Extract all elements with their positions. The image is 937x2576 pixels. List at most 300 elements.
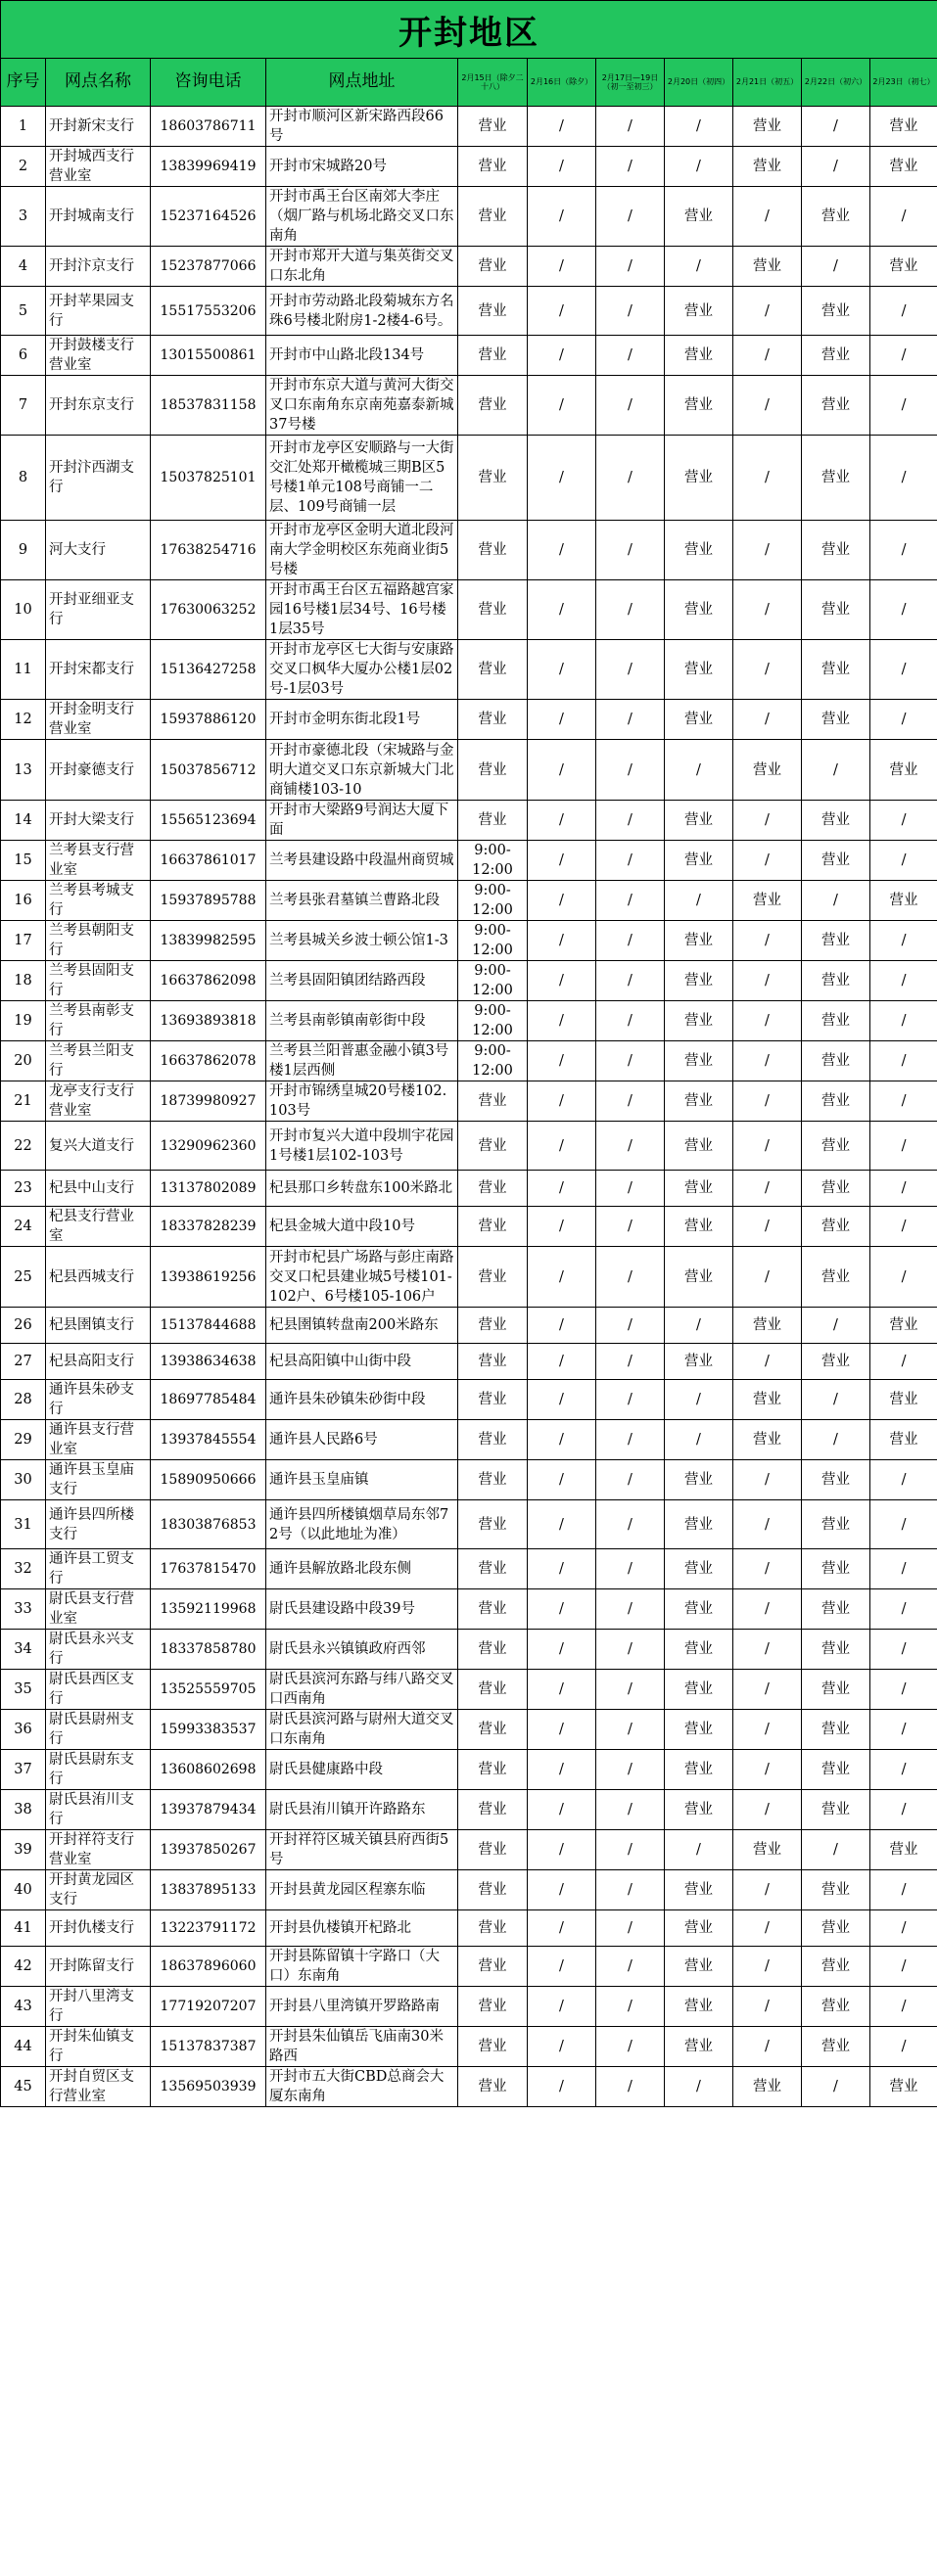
status-cell: 营业 <box>802 700 870 740</box>
row-index: 2 <box>1 147 46 187</box>
branch-phone: 13525559705 <box>151 1670 266 1710</box>
table-row <box>1 1081 937 1122</box>
row-index: 45 <box>1 2067 46 2107</box>
table-row <box>1 287 937 336</box>
status-cell: / <box>870 1171 937 1207</box>
status-cell: 营业 <box>458 1207 528 1247</box>
status-cell: / <box>733 841 802 881</box>
table-row <box>1 521 937 580</box>
status-cell: / <box>733 961 802 1001</box>
status-cell: 营业 <box>802 376 870 436</box>
status-cell: / <box>596 187 665 247</box>
table-row <box>1 1247 937 1308</box>
status-cell: 营业 <box>665 1500 733 1549</box>
status-cell: / <box>665 2067 733 2107</box>
status-cell: 营业 <box>665 1207 733 1247</box>
branch-phone: 16637861017 <box>151 841 266 881</box>
table-row <box>1 336 937 376</box>
row-index: 1 <box>1 107 46 147</box>
branch-address: 开封市五大街CBD总商会大厦东南角 <box>266 2067 458 2107</box>
branch-name: 开封城西支行营业室 <box>46 147 151 187</box>
branch-address: 开封市东京大道与黄河大街交叉口东南角东京南苑嘉泰新城37号楼 <box>266 376 458 436</box>
branch-phone: 15037825101 <box>151 436 266 521</box>
status-cell: / <box>870 1987 937 2027</box>
status-cell: / <box>870 376 937 436</box>
branch-address: 开封县八里湾镇开罗路路南 <box>266 1987 458 2027</box>
status-cell: / <box>733 1549 802 1589</box>
header-address: 网点地址 <box>266 59 458 107</box>
status-cell: / <box>733 1247 802 1308</box>
branch-address: 尉氏县建设路中段39号 <box>266 1589 458 1630</box>
branch-phone: 13937850267 <box>151 1830 266 1870</box>
branch-name: 开封祥符支行营业室 <box>46 1830 151 1870</box>
header-phone: 咨询电话 <box>151 59 266 107</box>
branch-address: 尉氏县滨河路与尉州大道交叉口东南角 <box>266 1710 458 1750</box>
status-cell: / <box>802 147 870 187</box>
status-cell: / <box>733 1460 802 1500</box>
status-cell: 营业 <box>458 1247 528 1308</box>
table-row <box>1 801 937 841</box>
status-cell: / <box>596 147 665 187</box>
status-cell: / <box>596 961 665 1001</box>
status-cell: / <box>733 1790 802 1830</box>
branch-name: 尉氏县洧川支行 <box>46 1790 151 1830</box>
branch-phone: 13938619256 <box>151 1247 266 1308</box>
table-row <box>1 1910 937 1947</box>
table-row <box>1 1001 937 1041</box>
status-cell: / <box>596 1549 665 1589</box>
status-cell: 营业 <box>458 1750 528 1790</box>
header-date-feb17-19: 2月17日—19日（初一至初三） <box>596 59 665 107</box>
status-cell: 营业 <box>665 1910 733 1947</box>
status-cell: 营业 <box>802 1870 870 1910</box>
status-cell: / <box>870 1081 937 1122</box>
branch-name: 开封陈留支行 <box>46 1947 151 1987</box>
status-cell: / <box>870 1001 937 1041</box>
status-cell: / <box>802 247 870 287</box>
table-row <box>1 2027 937 2067</box>
status-cell: 营业 <box>665 1750 733 1790</box>
status-cell: 营业 <box>802 1987 870 2027</box>
branch-name: 尉氏县永兴支行 <box>46 1630 151 1670</box>
status-cell: / <box>870 187 937 247</box>
status-cell: 营业 <box>665 1670 733 1710</box>
status-cell: / <box>596 1870 665 1910</box>
branch-phone: 13693893818 <box>151 1001 266 1041</box>
status-cell: 营业 <box>665 841 733 881</box>
status-cell: 营业 <box>665 961 733 1001</box>
branch-phone: 15037856712 <box>151 740 266 801</box>
status-cell: 营业 <box>458 740 528 801</box>
table-row <box>1 1420 937 1460</box>
status-cell: 营业 <box>733 740 802 801</box>
status-cell: 营业 <box>665 336 733 376</box>
status-cell: / <box>733 921 802 961</box>
status-cell: / <box>596 107 665 147</box>
status-cell: 营业 <box>665 1987 733 2027</box>
row-index: 40 <box>1 1870 46 1910</box>
branch-name: 开封城南支行 <box>46 187 151 247</box>
status-cell: / <box>870 2027 937 2067</box>
status-cell: / <box>733 580 802 640</box>
status-cell: 营业 <box>665 640 733 700</box>
branch-name: 杞县高阳支行 <box>46 1344 151 1380</box>
branch-address: 开封市锦绣皇城20号楼102.103号 <box>266 1081 458 1122</box>
status-cell: / <box>596 1380 665 1420</box>
status-cell: 营业 <box>802 187 870 247</box>
branch-name: 河大支行 <box>46 521 151 580</box>
row-index: 33 <box>1 1589 46 1630</box>
status-cell: / <box>596 1247 665 1308</box>
table-row <box>1 1207 937 1247</box>
status-cell: / <box>802 1308 870 1344</box>
branch-phone: 13592119968 <box>151 1589 266 1630</box>
status-cell: / <box>596 740 665 801</box>
status-cell: 营业 <box>458 1670 528 1710</box>
status-cell: / <box>802 107 870 147</box>
status-cell: / <box>528 1380 596 1420</box>
status-cell: / <box>733 1207 802 1247</box>
row-index: 10 <box>1 580 46 640</box>
status-cell: / <box>528 376 596 436</box>
status-cell: 营业 <box>870 1420 937 1460</box>
status-cell: / <box>733 376 802 436</box>
status-cell: / <box>733 1041 802 1081</box>
branch-name: 开封宋都支行 <box>46 640 151 700</box>
branch-phone: 18697785484 <box>151 1380 266 1420</box>
status-cell: 9:00-12:00 <box>458 1001 528 1041</box>
status-cell: 营业 <box>458 1870 528 1910</box>
table-row <box>1 376 937 436</box>
status-cell: 营业 <box>802 1122 870 1171</box>
status-cell: / <box>733 1500 802 1549</box>
row-index: 3 <box>1 187 46 247</box>
status-cell: 营业 <box>458 801 528 841</box>
row-index: 32 <box>1 1549 46 1589</box>
status-cell: / <box>870 1344 937 1380</box>
row-index: 8 <box>1 436 46 521</box>
status-cell: / <box>870 1910 937 1947</box>
branch-name: 杞县西城支行 <box>46 1247 151 1308</box>
header-date-feb16: 2月16日（除夕） <box>528 59 596 107</box>
status-cell: / <box>733 336 802 376</box>
table-row <box>1 1041 937 1081</box>
table-row <box>1 580 937 640</box>
status-cell: / <box>733 1122 802 1171</box>
row-index: 18 <box>1 961 46 1001</box>
status-cell: 营业 <box>458 187 528 247</box>
header-row <box>1 59 937 107</box>
branch-address: 尉氏县洧川镇开许路路东 <box>266 1790 458 1830</box>
status-cell: 营业 <box>665 521 733 580</box>
status-cell: / <box>870 1247 937 1308</box>
table-row <box>1 1549 937 1589</box>
branch-address: 开封市禹王台区南郊大李庄（烟厂路与机场北路交叉口东南角 <box>266 187 458 247</box>
row-index: 13 <box>1 740 46 801</box>
status-cell: 营业 <box>665 1790 733 1830</box>
table-row <box>1 1870 937 1910</box>
branch-phone: 17719207207 <box>151 1987 266 2027</box>
status-cell: / <box>870 580 937 640</box>
status-cell: 营业 <box>802 1910 870 1947</box>
row-index: 15 <box>1 841 46 881</box>
branch-address: 开封市郑开大道与集英街交叉口东北角 <box>266 247 458 287</box>
branch-phone: 15137844688 <box>151 1308 266 1344</box>
table-row <box>1 1987 937 2027</box>
branch-name: 通许县朱砂支行 <box>46 1380 151 1420</box>
status-cell: / <box>870 841 937 881</box>
status-cell: / <box>528 1122 596 1171</box>
status-cell: / <box>596 1171 665 1207</box>
branch-address: 杞县那口乡转盘东100米路北 <box>266 1171 458 1207</box>
branch-name: 开封黄龙园区支行 <box>46 1870 151 1910</box>
status-cell: / <box>733 1750 802 1790</box>
status-cell: / <box>528 1001 596 1041</box>
status-cell: / <box>870 1500 937 1549</box>
row-index: 7 <box>1 376 46 436</box>
status-cell: 营业 <box>665 1870 733 1910</box>
branch-address: 开封祥符区城关镇县府西街5号 <box>266 1830 458 1870</box>
status-cell: 营业 <box>458 1589 528 1630</box>
row-index: 31 <box>1 1500 46 1549</box>
branch-address: 通许县四所楼镇烟草局东邻72号（以此地址为准） <box>266 1500 458 1549</box>
row-index: 37 <box>1 1750 46 1790</box>
branch-address: 尉氏县滨河东路与纬八路交叉口西南角 <box>266 1670 458 1710</box>
branch-address: 开封县黄龙园区程寨东临 <box>266 1870 458 1910</box>
status-cell: / <box>528 881 596 921</box>
branch-phone: 18603786711 <box>151 107 266 147</box>
branch-phone: 13837895133 <box>151 1870 266 1910</box>
branch-address: 兰考县固阳镇团结路西段 <box>266 961 458 1001</box>
status-cell: / <box>528 1041 596 1081</box>
status-cell: / <box>596 1420 665 1460</box>
status-cell: / <box>733 436 802 521</box>
status-cell: / <box>665 147 733 187</box>
status-cell: / <box>528 1171 596 1207</box>
table-row <box>1 436 937 521</box>
status-cell: / <box>870 1041 937 1081</box>
status-cell: / <box>528 961 596 1001</box>
branch-name: 开封鼓楼支行营业室 <box>46 336 151 376</box>
table-row <box>1 147 937 187</box>
status-cell: 营业 <box>665 1549 733 1589</box>
row-index: 35 <box>1 1670 46 1710</box>
branch-address: 兰考县张君墓镇兰曹路北段 <box>266 881 458 921</box>
table-row <box>1 247 937 287</box>
branch-name: 兰考县兰阳支行 <box>46 1041 151 1081</box>
status-cell: / <box>528 1750 596 1790</box>
status-cell: / <box>870 1589 937 1630</box>
branch-phone: 15237877066 <box>151 247 266 287</box>
status-cell: / <box>870 1710 937 1750</box>
status-cell: / <box>528 2027 596 2067</box>
status-cell: 9:00-12:00 <box>458 1041 528 1081</box>
status-cell: / <box>596 2027 665 2067</box>
status-cell: 营业 <box>458 1344 528 1380</box>
status-cell: / <box>870 521 937 580</box>
status-cell: / <box>733 700 802 740</box>
table-row <box>1 1122 937 1171</box>
status-cell: 营业 <box>802 287 870 336</box>
branch-name: 兰考县支行营业室 <box>46 841 151 881</box>
status-cell: / <box>802 2067 870 2107</box>
status-cell: / <box>596 1670 665 1710</box>
status-cell: / <box>596 841 665 881</box>
status-cell: / <box>596 921 665 961</box>
branch-name: 尉氏县尉东支行 <box>46 1750 151 1790</box>
row-index: 41 <box>1 1910 46 1947</box>
branch-address: 通许县解放路北段东侧 <box>266 1549 458 1589</box>
status-cell: / <box>528 1630 596 1670</box>
status-cell: 营业 <box>458 2067 528 2107</box>
row-index: 19 <box>1 1001 46 1041</box>
status-cell: / <box>596 1987 665 2027</box>
status-cell: 营业 <box>665 287 733 336</box>
status-cell: / <box>596 1910 665 1947</box>
row-index: 42 <box>1 1947 46 1987</box>
status-cell: / <box>596 881 665 921</box>
status-cell: 营业 <box>802 336 870 376</box>
row-index: 6 <box>1 336 46 376</box>
status-cell: / <box>528 1344 596 1380</box>
status-cell: / <box>870 801 937 841</box>
table-row <box>1 1710 937 1750</box>
status-cell: / <box>733 640 802 700</box>
table-row <box>1 187 937 247</box>
status-cell: / <box>528 2067 596 2107</box>
branch-name: 开封汴京支行 <box>46 247 151 287</box>
branch-phone: 15136427258 <box>151 640 266 700</box>
row-index: 27 <box>1 1344 46 1380</box>
row-index: 26 <box>1 1308 46 1344</box>
status-cell: 营业 <box>665 1001 733 1041</box>
table-row <box>1 2067 937 2107</box>
status-cell: 营业 <box>802 2027 870 2067</box>
branch-name: 兰考县固阳支行 <box>46 961 151 1001</box>
status-cell: / <box>733 1081 802 1122</box>
status-cell: / <box>528 1790 596 1830</box>
status-cell: 营业 <box>458 1987 528 2027</box>
table-row <box>1 1750 937 1790</box>
status-cell: 营业 <box>802 1001 870 1041</box>
header-date-feb21: 2月21日（初五） <box>733 59 802 107</box>
branch-phone: 16637862078 <box>151 1041 266 1081</box>
status-cell: / <box>665 1308 733 1344</box>
row-index: 44 <box>1 2027 46 2067</box>
status-cell: 营业 <box>870 107 937 147</box>
table-row <box>1 1308 937 1344</box>
status-cell: 营业 <box>870 147 937 187</box>
table-row <box>1 740 937 801</box>
status-cell: 营业 <box>802 1460 870 1500</box>
branch-address: 开封市中山路北段134号 <box>266 336 458 376</box>
status-cell: 营业 <box>458 336 528 376</box>
status-cell: / <box>733 1670 802 1710</box>
table-row <box>1 1460 937 1500</box>
status-cell: / <box>596 1710 665 1750</box>
branch-name: 复兴大道支行 <box>46 1122 151 1171</box>
status-cell: / <box>870 1549 937 1589</box>
branch-address: 尉氏县健康路中段 <box>266 1750 458 1790</box>
branch-name: 开封仇楼支行 <box>46 1910 151 1947</box>
status-cell: / <box>528 640 596 700</box>
status-cell: 营业 <box>733 147 802 187</box>
status-cell: / <box>665 881 733 921</box>
status-cell: 营业 <box>802 841 870 881</box>
table-row <box>1 1670 937 1710</box>
status-cell: 营业 <box>733 247 802 287</box>
status-cell: 营业 <box>665 580 733 640</box>
status-cell: / <box>596 1750 665 1790</box>
status-cell: 营业 <box>458 1500 528 1549</box>
branch-phone: 18637896060 <box>151 1947 266 1987</box>
branch-name: 通许县四所楼支行 <box>46 1500 151 1549</box>
status-cell: 营业 <box>665 376 733 436</box>
branch-name: 开封东京支行 <box>46 376 151 436</box>
branch-name: 兰考县南彰支行 <box>46 1001 151 1041</box>
status-cell: 营业 <box>665 1460 733 1500</box>
status-cell: / <box>596 247 665 287</box>
branch-address: 杞县高阳镇中山街中段 <box>266 1344 458 1380</box>
row-index: 16 <box>1 881 46 921</box>
branch-address: 开封县陈留镇十字路口（大口）东南角 <box>266 1947 458 1987</box>
status-cell: 营业 <box>665 1171 733 1207</box>
status-cell: / <box>596 1001 665 1041</box>
row-index: 24 <box>1 1207 46 1247</box>
status-cell: 营业 <box>458 580 528 640</box>
branch-phone: 13015500861 <box>151 336 266 376</box>
status-cell: 营业 <box>870 1380 937 1420</box>
branch-phone: 18303876853 <box>151 1500 266 1549</box>
table-row <box>1 841 937 881</box>
table-row <box>1 881 937 921</box>
status-cell: 营业 <box>802 521 870 580</box>
status-cell: 营业 <box>802 1630 870 1670</box>
status-cell: / <box>528 1710 596 1750</box>
status-cell: 营业 <box>665 1630 733 1670</box>
status-cell: / <box>528 921 596 961</box>
status-cell: / <box>665 1420 733 1460</box>
status-cell: / <box>870 640 937 700</box>
row-index: 4 <box>1 247 46 287</box>
status-cell: / <box>733 801 802 841</box>
branch-phone: 18337858780 <box>151 1630 266 1670</box>
branch-address: 开封市劳动路北段菊城东方名珠6号楼北附房1-2楼4-6号。 <box>266 287 458 336</box>
branch-phone: 18337828239 <box>151 1207 266 1247</box>
status-cell: / <box>528 336 596 376</box>
status-cell: 营业 <box>665 1344 733 1380</box>
branch-phone: 17630063252 <box>151 580 266 640</box>
branch-address: 尉氏县永兴镇镇政府西邻 <box>266 1630 458 1670</box>
status-cell: / <box>596 1500 665 1549</box>
status-cell: 营业 <box>802 1750 870 1790</box>
status-cell: 营业 <box>802 801 870 841</box>
status-cell: / <box>733 2027 802 2067</box>
status-cell: / <box>733 1710 802 1750</box>
branch-address: 开封市宋城路20号 <box>266 147 458 187</box>
status-cell: / <box>528 1549 596 1589</box>
status-cell: / <box>802 881 870 921</box>
status-cell: 营业 <box>665 1041 733 1081</box>
branch-name: 开封豪德支行 <box>46 740 151 801</box>
status-cell: / <box>870 1460 937 1500</box>
status-cell: / <box>528 1460 596 1500</box>
status-cell: 营业 <box>458 1947 528 1987</box>
status-cell: / <box>665 107 733 147</box>
status-cell: / <box>528 1870 596 1910</box>
branch-name: 通许县工贸支行 <box>46 1549 151 1589</box>
status-cell: 9:00-12:00 <box>458 961 528 1001</box>
